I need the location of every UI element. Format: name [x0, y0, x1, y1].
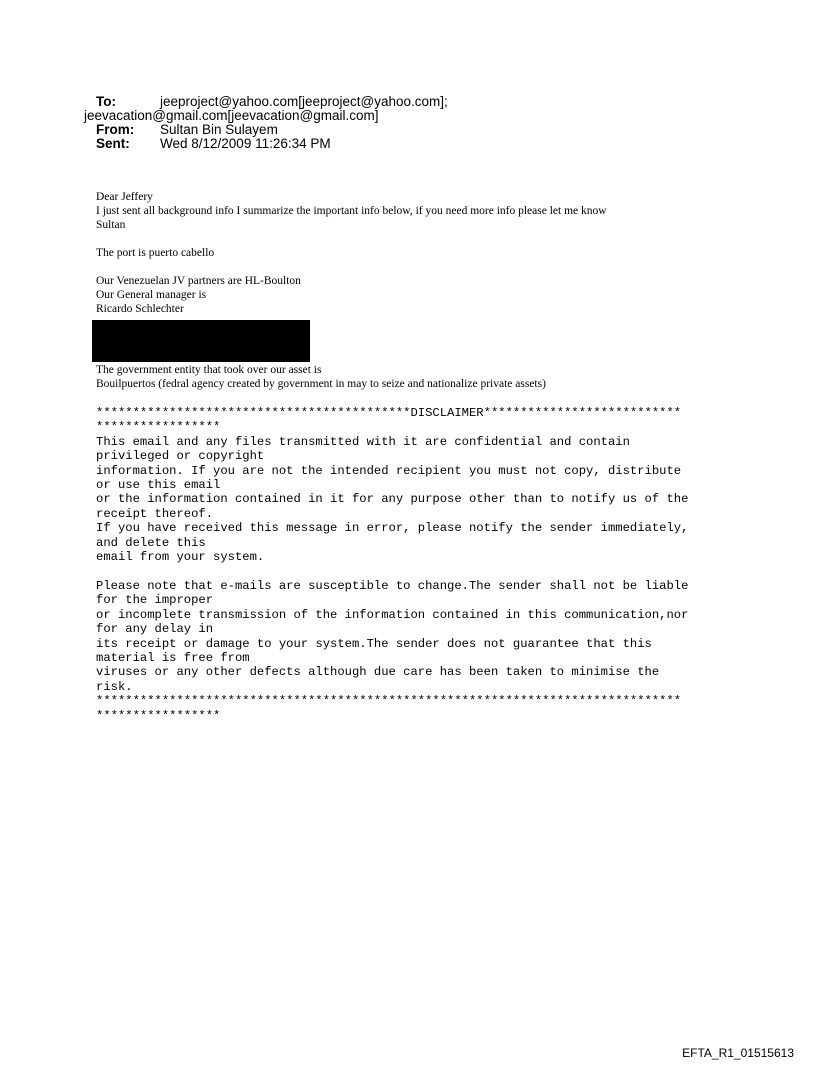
to-value-continued: jeevacation@gmail.com[jeevacation@gmail.com] — [84, 108, 379, 123]
disclaimer-line: email from your system. — [96, 550, 265, 565]
disclaimer-line: for any delay in — [96, 622, 214, 637]
disclaimer-line: *******************************************DISCLAIMER*************************** — [96, 406, 682, 420]
to-label: To: — [96, 94, 116, 109]
intro-text: I just sent all background info I summarize the important info below, if you need more info please let me know — [96, 205, 607, 217]
disclaimer-line: or the information contained in it for any purpose other than to notify us of the — [96, 492, 689, 507]
sent-row — [96, 137, 736, 151]
disclaimer-line: or use this email — [96, 478, 221, 493]
disclaimer-block — [96, 406, 736, 723]
government-entity-section — [96, 363, 736, 391]
disclaimer-line: material is free from — [96, 650, 250, 665]
greeting: Dear Jeffery — [96, 191, 153, 203]
disclaimer-line: Please note that e-mails are susceptible to change.The sender shall not be liable — [96, 578, 689, 593]
disclaimer-line: ***************** — [96, 708, 221, 723]
document-id: EFTA_R1_01515613 — [682, 1046, 794, 1060]
sent-value: Wed 8/12/2009 11:26:34 PM — [160, 136, 331, 151]
disclaimer-line: If you have received this message in error, please notify the sender immediately, — [96, 521, 689, 536]
from-row — [96, 123, 736, 137]
disclaimer-line: viruses or any other defects although due care has been taken to minimise the — [96, 665, 660, 680]
port-text: The port is puerto cabello — [96, 247, 215, 259]
redaction-block — [92, 320, 310, 362]
message-body — [96, 190, 736, 316]
gov-entity-text: The government entity that took over our asset is — [96, 364, 322, 376]
disclaimer-line: receipt thereof. — [96, 506, 214, 521]
gm-name: Ricardo Schlechter — [96, 303, 184, 315]
signoff: Sultan — [96, 219, 126, 231]
disclaimer-line: ******************************************************************************** — [96, 694, 682, 709]
disclaimer-line: privileged or copyright — [96, 449, 265, 464]
from-label: From: — [96, 122, 135, 137]
disclaimer-line: This email and any files transmitted with it are confidential and contain — [96, 434, 630, 449]
gm-intro-text: Our General manager is — [96, 289, 207, 301]
disclaimer-line: its receipt or damage to your system.The sender does not guarantee that this — [96, 636, 652, 651]
jv-partners-text: Our Venezuelan JV partners are HL-Boulton — [96, 275, 301, 287]
email-header — [84, 94, 736, 151]
sent-label: Sent: — [96, 136, 130, 151]
disclaimer-line: for the improper — [96, 593, 214, 608]
gov-detail-text: Bouilpuertos (fedral agency created by government in may to seize and nationalize private assets) — [96, 378, 546, 390]
from-value: Sultan Bin Sulayem — [160, 122, 278, 137]
disclaimer-line: or incomplete transmission of the information contained in this communication,nor — [96, 607, 689, 622]
disclaimer-line: information. If you are not the intended recipient you must not copy, distribute — [96, 463, 682, 478]
to-value: jeeproject@yahoo.com[jeeproject@yahoo.com]; — [160, 94, 448, 109]
disclaimer-line: risk. — [96, 679, 133, 694]
to-row — [96, 95, 736, 109]
disclaimer-line: and delete this — [96, 535, 206, 550]
disclaimer-line: ***************** — [96, 420, 221, 435]
